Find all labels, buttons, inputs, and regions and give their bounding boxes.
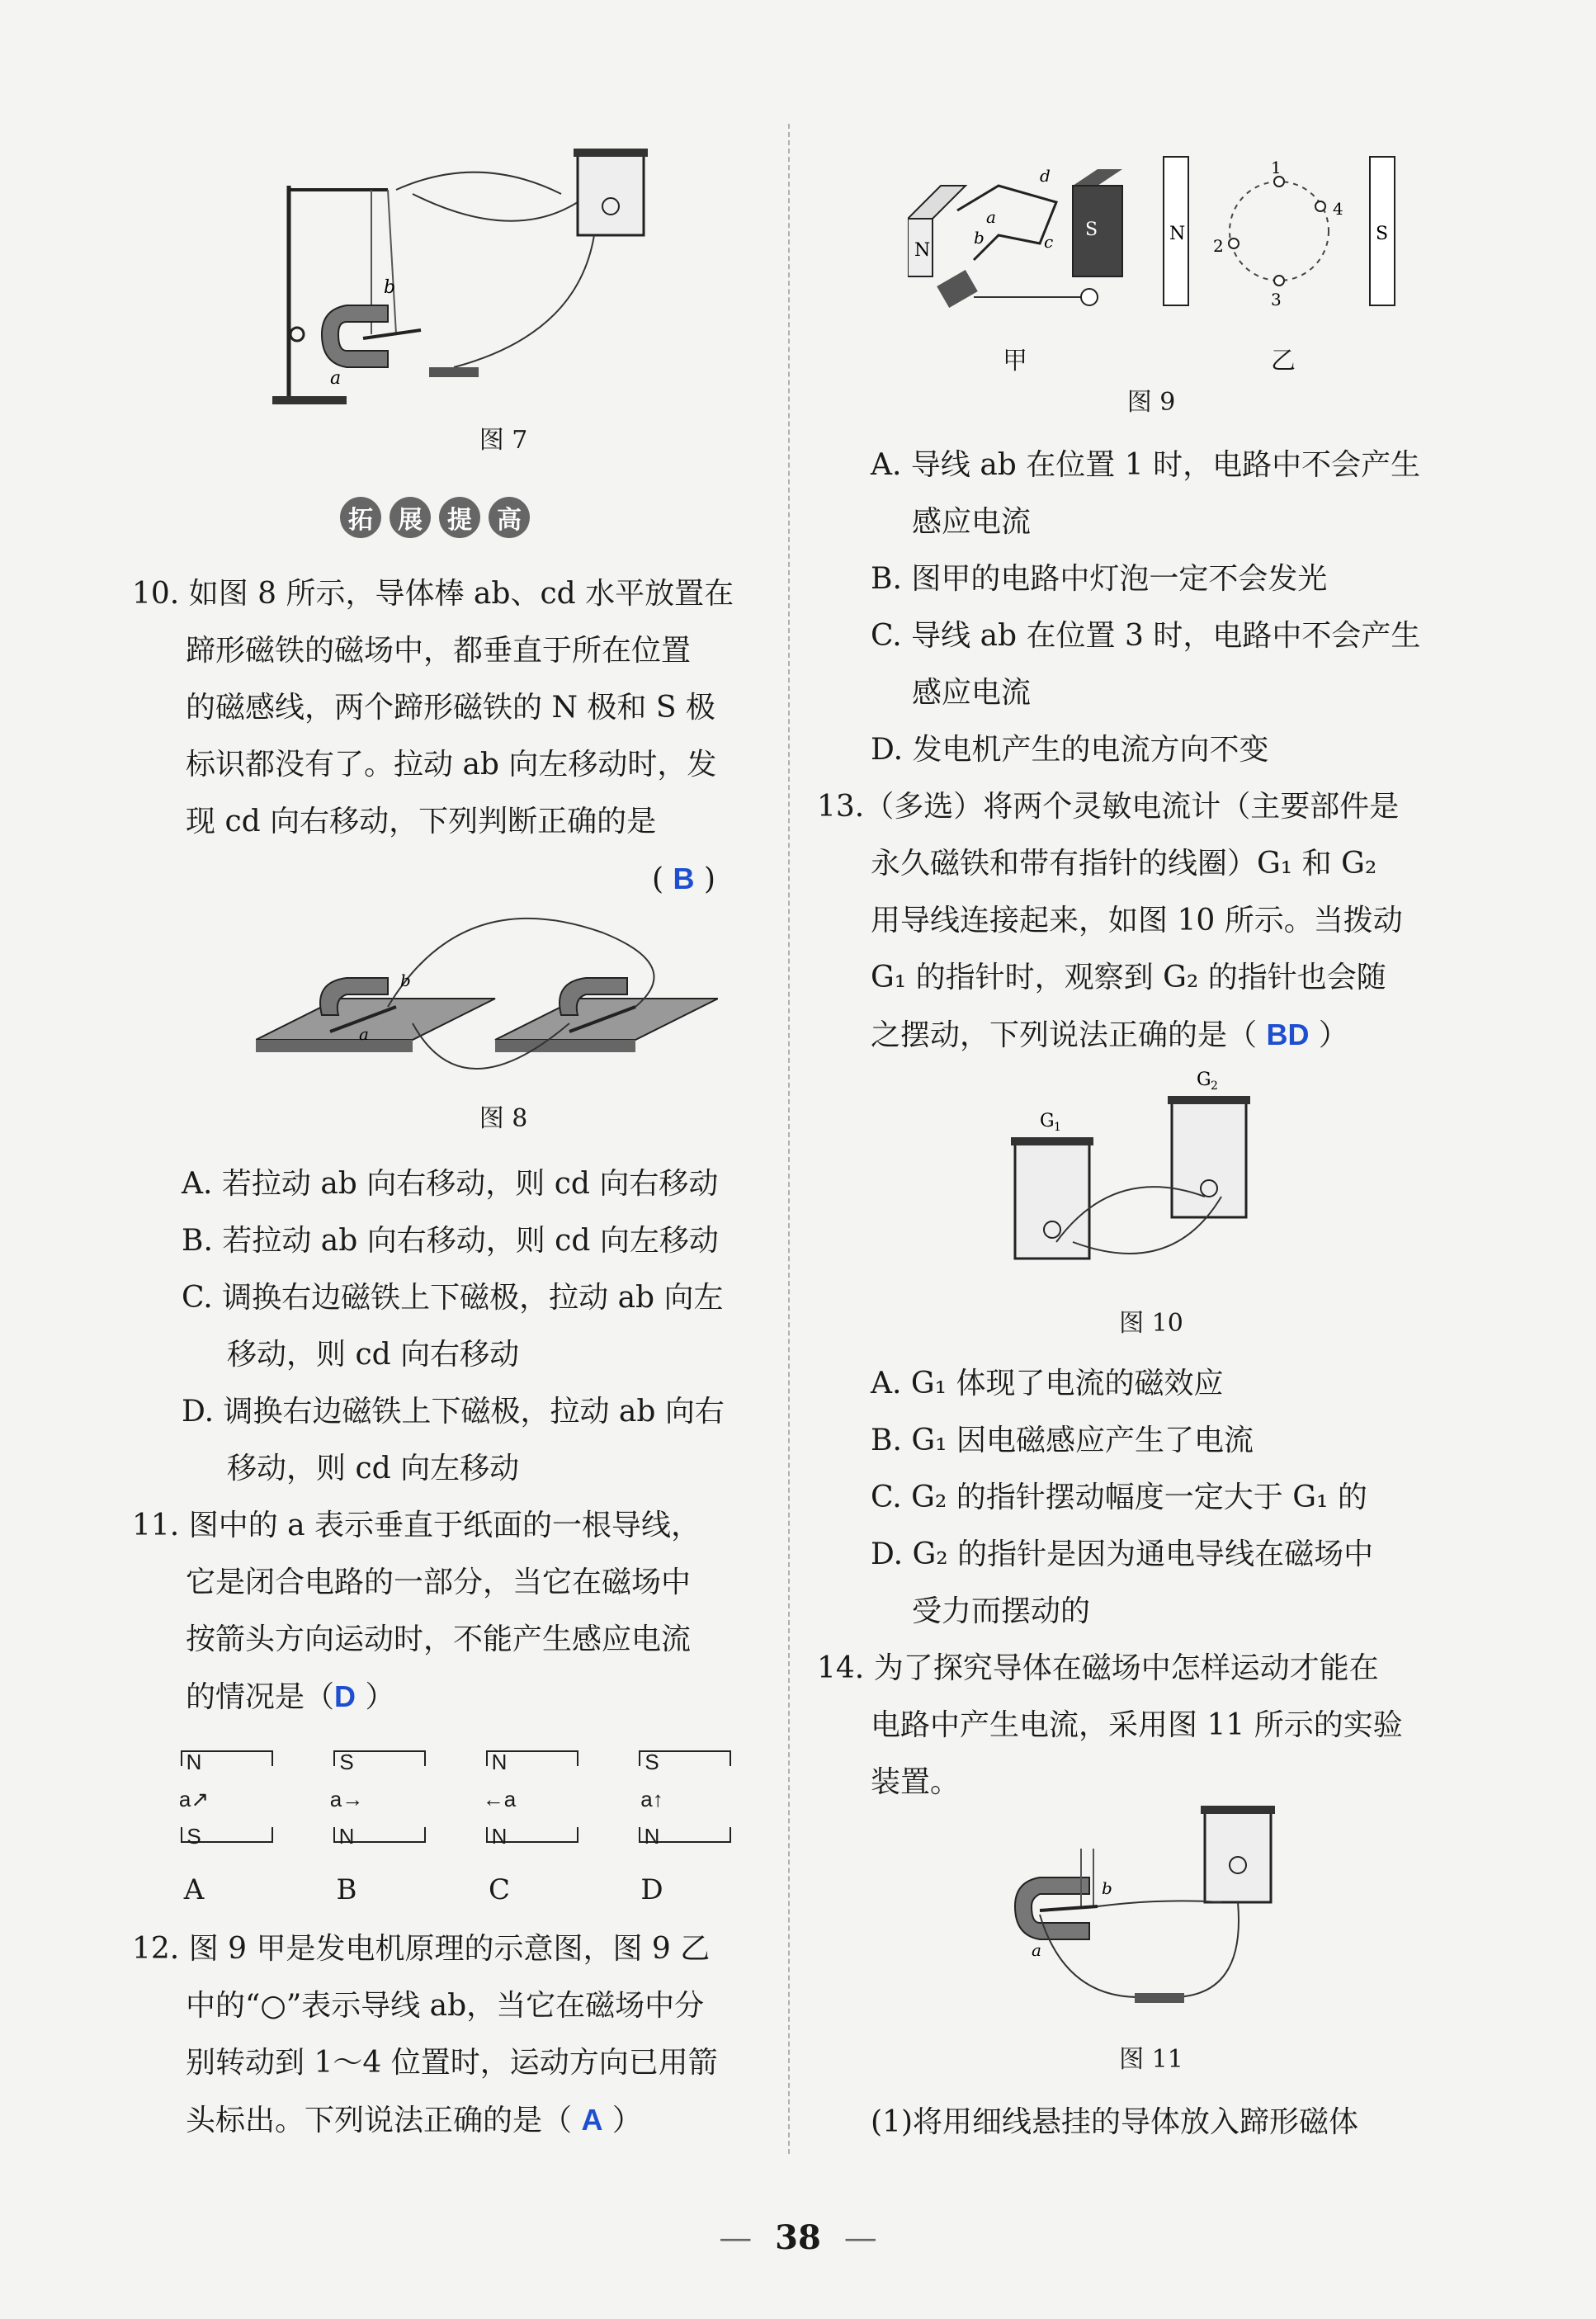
section-banner (340, 497, 530, 538)
q11-label-b: B (336, 1873, 357, 1906)
banner-char: 展 (390, 497, 431, 538)
banner-char: 提 (439, 497, 480, 538)
q10-line: 标识都没有了。拉动 ab 向左移动时，发 (186, 748, 717, 782)
q10-line: 10. 如图 8 所示，导体棒 ab、cd 水平放置在 (132, 577, 734, 611)
q13-line (871, 1017, 1348, 1054)
q10-line: 现 cd 向右移动，下列判断正确的是 (186, 805, 657, 838)
q10-option-c: C. 调换右边磁铁上下磁极，拉动 ab 向左 (182, 1281, 724, 1315)
page-dash: — (843, 2219, 877, 2257)
figure-9-caption: 图 9 (1126, 388, 1176, 417)
svg-text:a: a (359, 1024, 369, 1044)
q11-label-c: C (488, 1873, 510, 1906)
svg-text:G: G (1197, 1070, 1211, 1090)
q14-sub-1: (1)将用细线悬挂的导体放入蹄形磁体 (871, 2105, 1358, 2139)
svg-text:4: 4 (1333, 199, 1343, 219)
svg-text:a: a (986, 207, 996, 227)
figure-11 (999, 1799, 1287, 2022)
figure-10 (1007, 1065, 1271, 1287)
svg-text:G: G (1040, 1111, 1055, 1131)
q13-option-c: C. G₂ 的指针摆动幅度一定大于 G₁ 的 (871, 1481, 1367, 1514)
svg-text:b: b (1102, 1878, 1112, 1898)
figure-11-caption: 图 11 (1119, 2045, 1183, 2074)
answer-text: A (581, 2103, 603, 2137)
q14-line: 14. 为了探究导体在磁场中怎样运动才能在 (817, 1651, 1379, 1685)
svg-text:S: S (1376, 224, 1389, 244)
q11-box-c-mid: ←a (482, 1787, 517, 1811)
q13-option-b: B. G₁ 因电磁感应产生了电流 (871, 1424, 1254, 1457)
svg-text:N: N (914, 240, 931, 261)
page-dash: — (719, 2219, 753, 2257)
q13-option-d-cont: 受力而摆动的 (912, 1594, 1091, 1628)
q12-line: 别转动到 1～4 位置时，运动方向已用箭 (186, 2046, 718, 2080)
banner-char: 高 (489, 497, 530, 538)
svg-text:S: S (1085, 220, 1098, 240)
svg-text:2: 2 (1213, 236, 1224, 256)
q11-box-b-bottom: N (338, 1824, 355, 1849)
q14-line: 装置。 (871, 1765, 961, 1799)
q11-label-a: A (183, 1873, 205, 1906)
page-number-value: 38 (775, 2218, 821, 2257)
svg-text:N: N (1169, 224, 1186, 244)
q10-option-a: A. 若拉动 ab 向右移动，则 cd 向右移动 (182, 1167, 719, 1201)
q11-line (186, 1679, 394, 1716)
q12-line-text: 头标出。下列说法正确的是（ (186, 2104, 573, 2137)
figure-9 (908, 153, 1419, 367)
figure-8-caption: 图 8 (479, 1104, 528, 1133)
q10-option-d: D. 调换右边磁铁上下磁极，拉动 ab 向右 (182, 1395, 725, 1429)
q13-line: G₁ 的指针时，观察到 G₂ 的指针也会随 (871, 961, 1386, 994)
q11-box-a-bottom: S (187, 1824, 201, 1849)
q12-option-b: B. 图甲的电路中灯泡一定不会发光 (871, 562, 1328, 596)
q11-box-d-bottom: N (644, 1824, 660, 1849)
banner-char: 拓 (340, 497, 381, 538)
figure-10-caption: 图 10 (1119, 1309, 1183, 1338)
q14-line: 电路中产生电流，采用图 11 所示的实验 (871, 1708, 1403, 1742)
q13-line: 永久磁铁和带有指针的线圈）G₁ 和 G₂ (871, 847, 1377, 881)
q11-line-text: 的情况是（ (186, 1680, 335, 1714)
svg-text:2: 2 (1211, 1079, 1218, 1093)
svg-text:b: b (384, 277, 396, 298)
q13-option-d: D. G₂ 的指针是因为通电导线在磁场中 (871, 1537, 1374, 1571)
q11-line: 按箭头方向运动时，不能产生感应电流 (186, 1622, 692, 1656)
q10-option-d-cont: 移动，则 cd 向左移动 (227, 1452, 520, 1485)
q10-answer: ( B ) (652, 862, 715, 896)
q12-line (186, 2102, 642, 2139)
svg-text:c: c (1044, 232, 1054, 252)
svg-text:3: 3 (1271, 290, 1282, 309)
q10-option-c-cont: 移动，则 cd 向右移动 (227, 1338, 520, 1372)
q11-line: 它是闭合电路的一部分，当它在磁场中 (186, 1566, 692, 1599)
figure-7 (264, 144, 759, 417)
q12-option-c: C. 导线 ab 在位置 3 时，电路中不会产生 (871, 619, 1421, 653)
q12-line: 中的“○”表示导线 ab，当它在磁场中分 (186, 1989, 705, 2023)
answer-text: BD (1266, 1018, 1310, 1051)
svg-text:b: b (974, 228, 985, 248)
q10-option-b: B. 若拉动 ab 向右移动，则 cd 向左移动 (182, 1224, 719, 1258)
figure-9-yi: 乙 (1271, 347, 1296, 375)
answer-text: B (673, 862, 695, 895)
q12-line: 12. 图 9 甲是发电机原理的示意图，图 9 乙 (132, 1932, 711, 1966)
answer-text: D (334, 1679, 357, 1713)
figure-9-jia: 甲 (1003, 347, 1027, 375)
q12-close: ） (611, 2104, 642, 2137)
svg-text:1: 1 (1271, 158, 1282, 177)
column-divider (788, 124, 790, 2154)
q11-box-d-mid: a↑ (640, 1787, 663, 1811)
q13-close: ） (1318, 1018, 1348, 1052)
svg-text:a: a (330, 368, 342, 389)
q13-line: 13.（多选）将两个灵敏电流计（主要部件是 (817, 790, 1400, 824)
svg-text:a: a (1032, 1940, 1041, 1960)
svg-text:b: b (400, 971, 411, 990)
q12-option-d: D. 发电机产生的电流方向不变 (871, 733, 1269, 767)
q12-option-a-cont: 感应电流 (912, 505, 1032, 539)
figure-8 (256, 916, 718, 1098)
q10-line: 蹄形磁铁的磁场中，都垂直于所在位置 (186, 634, 692, 668)
q12-option-a: A. 导线 ab 在位置 1 时，电路中不会产生 (871, 448, 1421, 482)
svg-text:1: 1 (1054, 1121, 1061, 1134)
q10-line: 的磁感线，两个蹄形磁铁的 N 极和 S 极 (186, 691, 715, 725)
figure-7-caption: 图 7 (479, 426, 528, 455)
q13-option-a: A. G₁ 体现了电流的磁效应 (871, 1367, 1224, 1400)
page-number (0, 2218, 1596, 2257)
q11-label-d: D (640, 1873, 663, 1906)
q11-box-a-top: N (186, 1750, 202, 1774)
q11-box-b-mid: a→ (329, 1787, 364, 1811)
q13-line-text: 之摆动，下列说法正确的是（ (871, 1018, 1258, 1052)
q11-box-a-mid: a↗ (178, 1787, 210, 1811)
q11-line: 11. 图中的 a 表示垂直于纸面的一根导线， (132, 1509, 701, 1542)
q11-box-c-top: N (491, 1750, 508, 1774)
q11-box-d-top: S (645, 1750, 659, 1774)
q12-option-c-cont: 感应电流 (912, 676, 1032, 710)
q13-line: 用导线连接起来，如图 10 所示。当拨动 (871, 904, 1403, 938)
q11-box-c-bottom: N (491, 1824, 508, 1849)
q11-box-b-top: S (339, 1750, 354, 1774)
q11-close: ） (365, 1680, 395, 1714)
svg-text:d: d (1040, 166, 1051, 186)
